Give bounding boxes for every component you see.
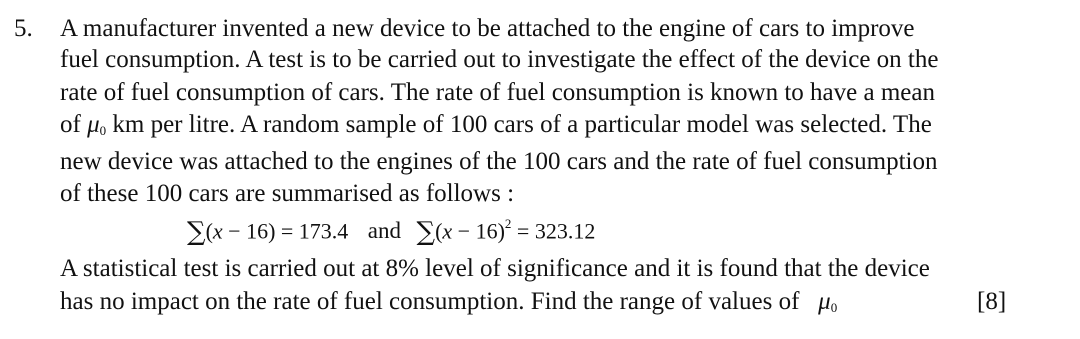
mu-letter-end: μ — [818, 288, 831, 315]
question-line-4 — [60, 110, 932, 143]
mu-letter: μ — [87, 111, 100, 138]
question-number: 5. — [14, 15, 33, 42]
line-4-prefix: of — [60, 111, 81, 138]
sum1-rest: − 16) = 173.4 — [222, 218, 349, 244]
question-line-9 — [60, 287, 837, 320]
sum2-rest: − 16) — [452, 218, 505, 244]
sum2-open: ( — [435, 218, 443, 244]
marks-label: [8] — [977, 288, 1007, 315]
line-9-text: has no impact on the rate of fuel consumption. Find the range of values of — [60, 288, 800, 315]
question-line-1: A manufacturer invented a new device to be attached to the engine of cars to improve — [60, 15, 915, 42]
line-4-suffix: km per litre. A random sample of 100 cars of a particular model was selected. The — [112, 111, 932, 138]
sigma-symbol-1: ∑ — [187, 217, 206, 248]
mu-zero-symbol-end — [806, 288, 838, 315]
mu-zero-symbol — [87, 111, 106, 138]
question-line-3: rate of fuel consumption of cars. The rate of fuel consumption is known to have a mean — [60, 79, 935, 106]
sum2-variable: x — [442, 218, 453, 244]
sum2-power: 2 — [504, 216, 512, 231]
sum1-open: ( — [205, 218, 213, 244]
formula-and: and — [367, 218, 402, 244]
question-line-8: A statistical test is carried out at 8% level of significance and it is found that the device — [60, 255, 930, 282]
question-line-6: of these 100 cars are summarised as follows : — [60, 180, 515, 207]
mu-subscript-end: 0 — [830, 300, 838, 315]
sum2-value: = 323.12 — [511, 218, 596, 244]
mu-subscript: 0 — [99, 123, 107, 138]
question-line-2: fuel consumption. A test is to be carried out to investigate the effect of the device on the — [60, 46, 939, 73]
summary-formula — [187, 211, 595, 246]
sigma-symbol-2: ∑ — [416, 217, 436, 248]
sum1-variable: x — [212, 218, 223, 244]
question-line-5: new device was attached to the engines of the 100 cars and the rate of fuel consumption — [60, 148, 938, 175]
